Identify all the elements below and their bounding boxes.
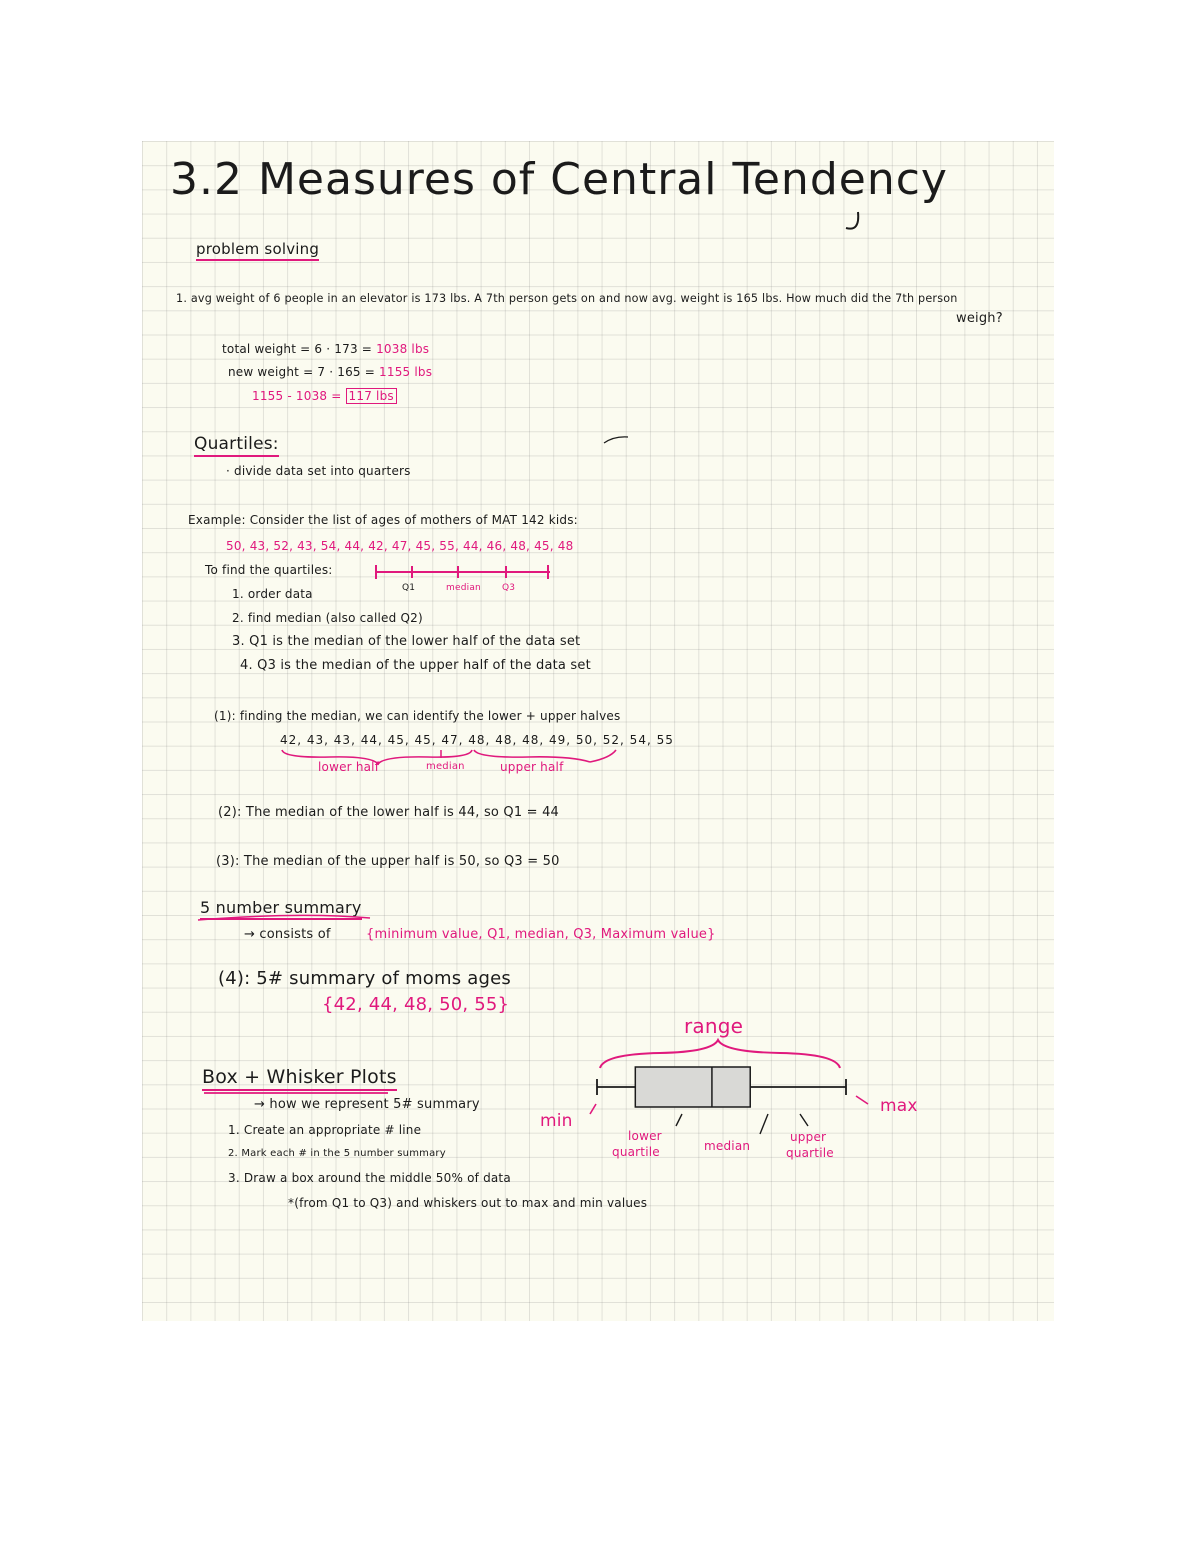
line-label-median: median bbox=[446, 583, 481, 593]
box-plot-heading: Box + Whisker Plots bbox=[202, 1068, 397, 1091]
quartiles-definition: · divide data set into quarters bbox=[226, 464, 411, 478]
line-label-q3: Q3 bbox=[502, 583, 516, 593]
notebook-page bbox=[142, 141, 1054, 1321]
quartiles-heading: Quartiles: bbox=[194, 436, 279, 457]
min-label: min bbox=[540, 1111, 573, 1131]
max-label: max bbox=[880, 1096, 918, 1116]
median-label: median bbox=[426, 761, 465, 772]
difference-expression: 1155 - 1038 = bbox=[252, 389, 342, 403]
upper-quartile-label-2: quartile bbox=[786, 1146, 834, 1160]
box-step-2: 2. Mark each # in the 5 number summary bbox=[228, 1148, 446, 1159]
answer-box: 117 lbs bbox=[346, 388, 397, 404]
lower-quartile-label-2: quartile bbox=[612, 1145, 660, 1159]
to-find-label: To find the quartiles: bbox=[205, 563, 333, 577]
step-4-text: (4): 5# summary of moms ages bbox=[218, 968, 511, 989]
lower-half-label: lower half bbox=[318, 760, 380, 774]
quartile-step-2: 2. find median (also called Q2) bbox=[232, 611, 423, 625]
box-note: *(from Q1 to Q3) and whiskers out to max and min values bbox=[288, 1196, 648, 1210]
line-label-q1: Q1 bbox=[402, 583, 416, 593]
median-box-label: median bbox=[704, 1139, 751, 1153]
new-weight-label: new weight = 7 · 165 = bbox=[228, 365, 376, 379]
step-2-text: (2): The median of the lower half is 44, so Q1 = 44 bbox=[218, 805, 560, 820]
new-weight-value: 1155 lbs bbox=[379, 365, 433, 379]
quartile-step-4: 4. Q3 is the median of the upper half of the data set bbox=[240, 658, 591, 673]
quartile-step-3: 3. Q1 is the median of the lower half of the data set bbox=[232, 634, 581, 649]
example-data-list: 50, 43, 52, 43, 54, 44, 42, 47, 45, 55, 44, 46, 48, 45, 48 bbox=[226, 539, 574, 553]
moms-summary-values: {42, 44, 48, 50, 55} bbox=[322, 994, 510, 1015]
box-step-3: 3. Draw a box around the middle 50% of data bbox=[228, 1171, 511, 1185]
ordered-data: 42, 43, 43, 44, 45, 45, 47, 48, 48, 48, 49, 50, 52, 54, 55 bbox=[280, 733, 674, 747]
page-title: 3.2 Measures of Central Tendency bbox=[170, 154, 948, 205]
step-3-text: (3): The median of the upper half is 50, so Q3 = 50 bbox=[216, 854, 560, 869]
example-intro: Example: Consider the list of ages of mothers of MAT 142 kids: bbox=[188, 513, 578, 527]
question-line-1: 1. avg weight of 6 people in an elevator is 173 lbs. A 7th person gets on and now avg. weight is 165 lbs. How much did the 7th person bbox=[176, 292, 958, 305]
upper-quartile-label-1: upper bbox=[790, 1130, 827, 1144]
range-label: range bbox=[684, 1014, 744, 1038]
total-weight-value: 1038 lbs bbox=[376, 342, 430, 356]
box-plot-how: → how we represent 5# summary bbox=[254, 1097, 480, 1112]
total-weight-row bbox=[222, 343, 429, 355]
new-weight-row bbox=[228, 366, 432, 378]
five-number-heading: 5 number summary bbox=[200, 900, 362, 920]
step-1-text: (1): finding the median, we can identify the lower + upper halves bbox=[214, 709, 621, 723]
consists-of-label: → consists of bbox=[244, 927, 331, 942]
upper-half-label: upper half bbox=[500, 760, 564, 774]
box-step-1: 1. Create an appropriate # line bbox=[228, 1123, 422, 1137]
problem-solving-heading: problem solving bbox=[196, 242, 319, 261]
question-line-2: weigh? bbox=[956, 311, 1003, 326]
lower-quartile-label-1: lower bbox=[628, 1129, 662, 1143]
five-number-set: {minimum value, Q1, median, Q3, Maximum value} bbox=[366, 927, 716, 942]
difference-row bbox=[252, 390, 397, 402]
quartile-step-1: 1. order data bbox=[232, 587, 313, 601]
total-weight-label: total weight = 6 · 173 = bbox=[222, 342, 373, 356]
